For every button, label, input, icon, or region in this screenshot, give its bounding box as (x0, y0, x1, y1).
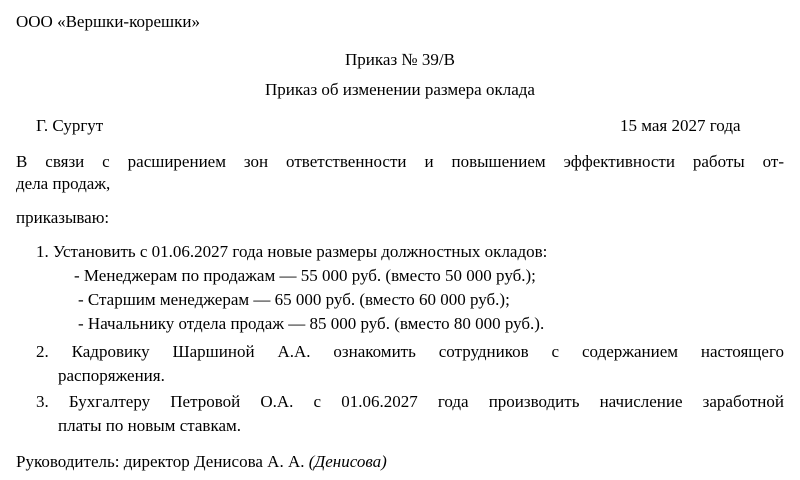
order-number: Приказ № 39/В (345, 50, 455, 69)
preamble-line-2: дела продаж, (16, 174, 111, 193)
city: Г. Сургут (36, 116, 104, 135)
signature-name: (Денисова) (308, 452, 387, 471)
list-item-2-line-1: 2. Кадровику Шаршиной А.А. ознакомить сотрудников с содержанием настоящего (36, 342, 784, 361)
order-word: приказываю: (16, 208, 110, 227)
preamble-line-1: В связи с расширением зон ответственности и повышением эффективности работы от- (16, 152, 784, 171)
signature-line (16, 452, 387, 472)
list-item-3-line-1: 3. Бухгалтеру Петровой О.А. с 01.06.2027 года производить начисление заработной (36, 392, 784, 411)
list-item-2-line-2: распоряжения. (58, 366, 165, 385)
list-item-1: 1. Установить с 01.06.2027 года новые размеры должностных окладов: (36, 242, 548, 261)
list-subitem-managers: - Менеджерам по продажам — 55 000 руб. (вместо 50 000 руб.); (74, 266, 536, 285)
list-subitem-senior-managers: - Старшим менеджерам — 65 000 руб. (вместо 60 000 руб.); (78, 290, 510, 309)
signature-label: Руководитель: директор Денисова А. А. (16, 452, 305, 471)
order-title: Приказ об изменении размера оклада (265, 80, 535, 99)
list-subitem-head-of-sales: - Начальнику отдела продаж — 85 000 руб. (вместо 80 000 руб.). (78, 314, 545, 333)
company-name: ООО «Вершки-корешки» (16, 12, 200, 31)
order-date: 15 мая 2027 года (620, 116, 741, 135)
list-item-3-line-2: платы по новым ставкам. (58, 416, 241, 435)
